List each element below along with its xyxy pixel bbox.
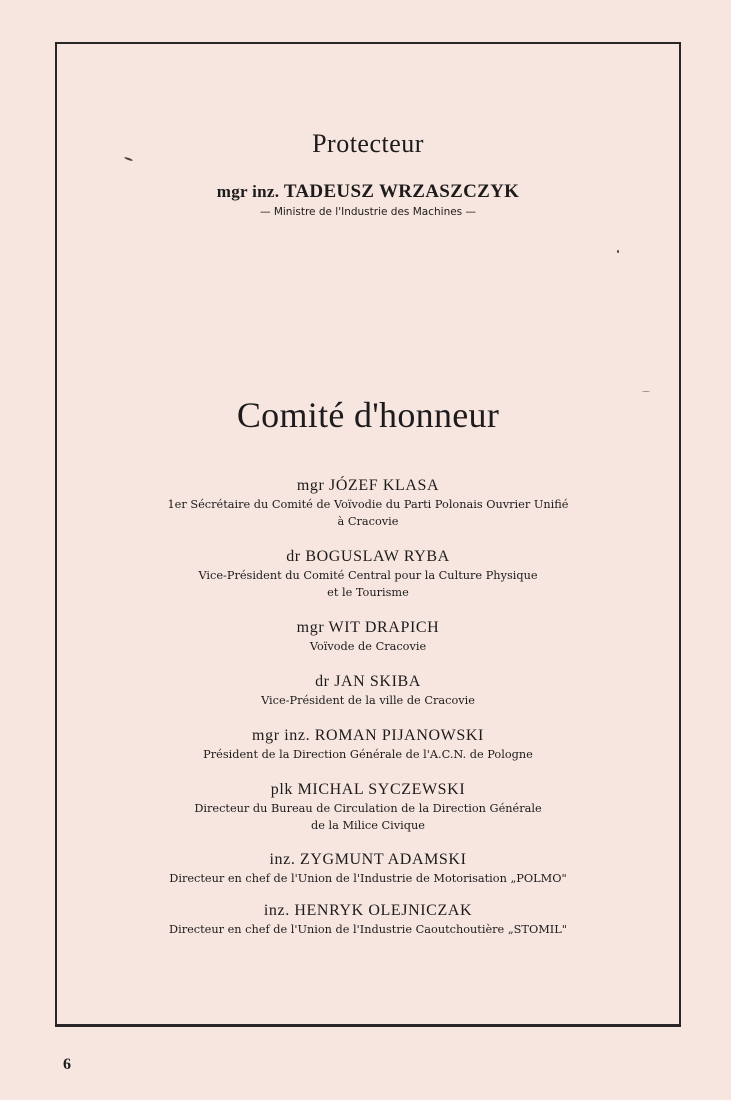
member-role: Directeur du Bureau de Circulation de la Direction Générale de la Milice Civique <box>194 802 542 832</box>
member-entry <box>57 547 679 601</box>
protecteur-title-prefix: mgr inz. <box>216 182 280 201</box>
member-entry <box>57 850 679 887</box>
member-name: mgr WIT DRAPICH <box>296 619 440 636</box>
page-frame <box>55 42 681 1027</box>
print-speck <box>617 250 619 253</box>
member-role: Vice-Président du Comité Central pour la Culture Physique et le Tourisme <box>198 569 538 599</box>
member-entry <box>57 476 679 530</box>
member-name: dr BOGUSLAW RYBA <box>286 548 450 565</box>
member-role: Directeur en chef de l'Union de l'Industrie Caoutchoutière „STOMIL" <box>169 923 567 936</box>
member-role: Président de la Direction Générale de l'A.C.N. de Pologne <box>203 748 533 761</box>
member-role: 1er Sécrétaire du Comité de Voïvodie du Parti Polonais Ouvrier Unifié à Cracovie <box>167 498 569 528</box>
page-number: 6 <box>63 1056 71 1073</box>
comite-heading: Comité d'honneur <box>236 395 500 435</box>
protecteur-role: — Ministre de l'Industrie des Machines — <box>259 206 476 218</box>
member-role: Vice-Président de la ville de Cracovie <box>261 694 475 707</box>
member-entry <box>57 726 679 763</box>
member-entry <box>57 901 679 938</box>
protecteur-heading: Protecteur <box>312 129 424 158</box>
member-role: Directeur en chef de l'Union de l'Industrie de Motorisation „POLMO" <box>169 872 567 885</box>
protecteur-name-line <box>57 181 679 203</box>
member-name: inz. ZYGMUNT ADAMSKI <box>269 851 467 868</box>
member-name: dr JAN SKIBA <box>315 673 421 690</box>
comite-members-list <box>57 476 679 938</box>
member-name: inz. HENRYK OLEJNICZAK <box>263 902 473 919</box>
member-entry <box>57 780 679 834</box>
member-name: plk MICHAL SYCZEWSKI <box>270 781 466 798</box>
member-name: mgr JÓZEF KLASA <box>296 477 440 494</box>
member-entry <box>57 618 679 655</box>
member-entry <box>57 672 679 709</box>
protecteur-name: TADEUSZ WRZASZCZYK <box>283 181 520 202</box>
member-role: Voïvode de Cracovie <box>309 640 427 653</box>
member-name: mgr inz. ROMAN PIJANOWSKI <box>252 727 484 744</box>
print-speck <box>642 391 650 392</box>
